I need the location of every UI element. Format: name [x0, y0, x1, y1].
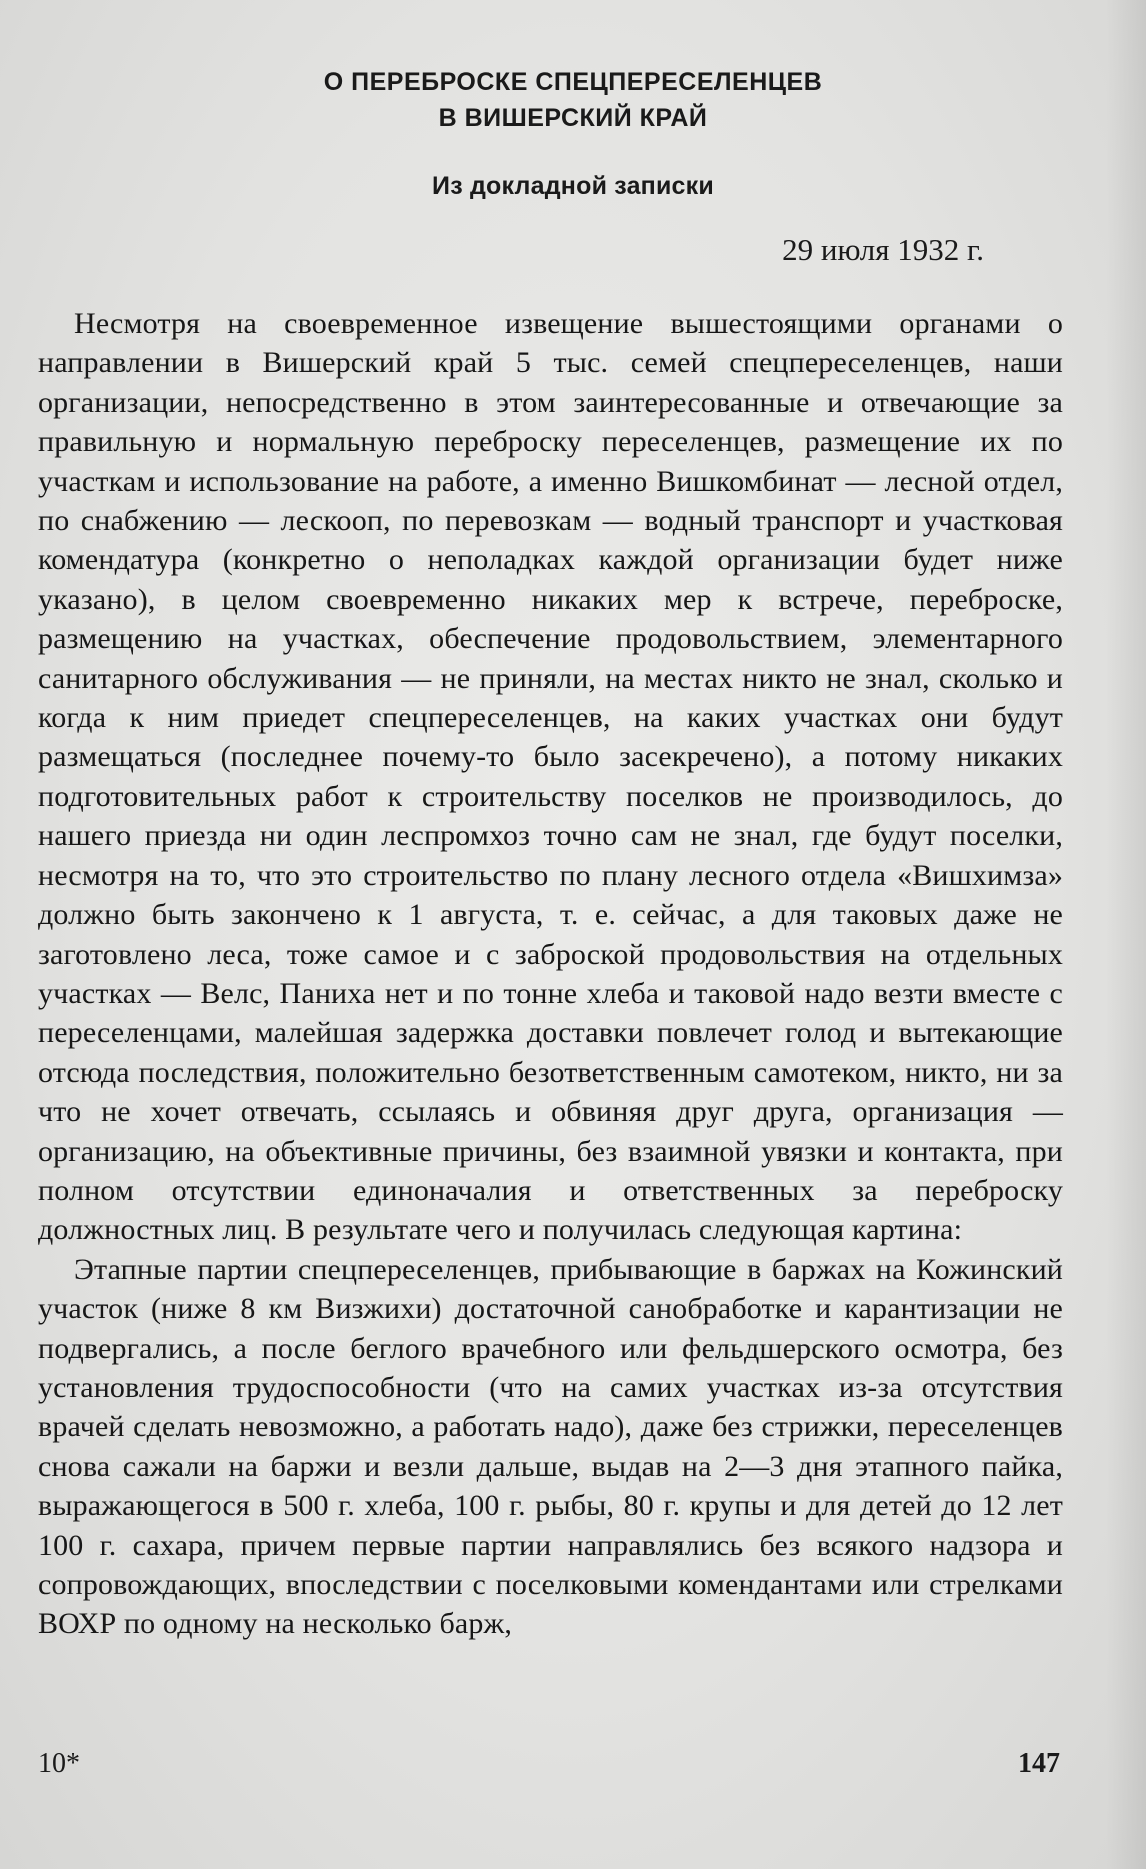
- document-date: 29 июля 1932 г.: [782, 232, 984, 267]
- page-edge-shadow: [1106, 0, 1146, 1869]
- document-title-line-1: О ПЕРЕБРОСКЕ СПЕЦПЕРЕСЕЛЕНЦЕВ: [323, 68, 823, 96]
- document-title-line-2: В ВИШЕРСКИЙ КРАЙ: [438, 104, 708, 132]
- paragraph-2: Этапные партии спецпереселенцев, прибывающие в баржах на Кожинский участок (ниже 8 км Визжихи) достаточной санобработке и карантизации не подвергались, а после беглого врачебного или фельдшерского осмотра, без установления трудоспособности (что на самих участках из-за отсутствия врачей сделать невозможно, а работать надо), даже без стрижки, переселенцев снова сажали на баржи и везли дальше, выдав на 2—3 дня этапного пайка, выражающегося в 500 г. хлеба, 100 г. рыбы, 80 г. крупы и для детей до 12 лет 100 г. сахара, причем первые партии направлялись без всякого надзора и сопровождающих, впоследствии с поселковыми комендантами или стрелками ВОХР по одному на несколько барж,: [38, 1252, 1063, 1641]
- document-body: [38, 304, 1063, 1644]
- document-subtitle: Из докладной записки: [432, 172, 714, 200]
- signature-mark: 10*: [38, 1748, 80, 1779]
- page-number: 147: [1018, 1748, 1060, 1779]
- paragraph-1: Несмотря на своевременное извещение вышестоящими органами о направлении в Вишерский край 5 тыс. семей спецпереселенцев, наши организации, непосредственно в этом заинтересованные и отвечающие за правильную и нормальную переброску переселенцев, размещение их по участкам и использование на работе, а именно Вишкомбинат — лесной отдел, по снабжению — лескооп, по перевозкам — водный транспорт и участковая комендатура (конкретно о неполадках каждой организации будет ниже указано), в целом своевременно никаких мер к встрече, переброске, размещению на участках, обеспечение продовольствием, элементарного санитарного обслуживания — не приняли, на местах никто не знал, сколько и когда к ним приедет спецпереселенцев, на каких участках они будут размещаться (последнее почему-то было засекречено), а потому никаких подготовительных работ к строительству поселков не производилось, до нашего приезда ни один леспромхоз точно сам не знал, где будут поселки, несмотря на то, что это строительство по плану лесного отдела «Вишхимза» должно быть закончено к 1 августа, т. е. сейчас, а для таковых даже не заготовлено леса, тоже самое и с заброской продовольствия на отдельных участках — Велс, Паниха нет и по тонне хлеба и таковой надо везти вместе с переселенцами, малейшая задержка доставки повлечет голод и вытекающие отсюда последствия, положительно безответственным самотеком, никто, ни за что не хочет отвечать, ссылаясь и обвиняя друг друга, организация — организацию, на объективные причины, без взаимной увязки и контакта, при полном отсутствии единоначалия и ответственных за переброску должностных лиц. В результате чего и получилась следующая картина:: [38, 307, 1063, 1247]
